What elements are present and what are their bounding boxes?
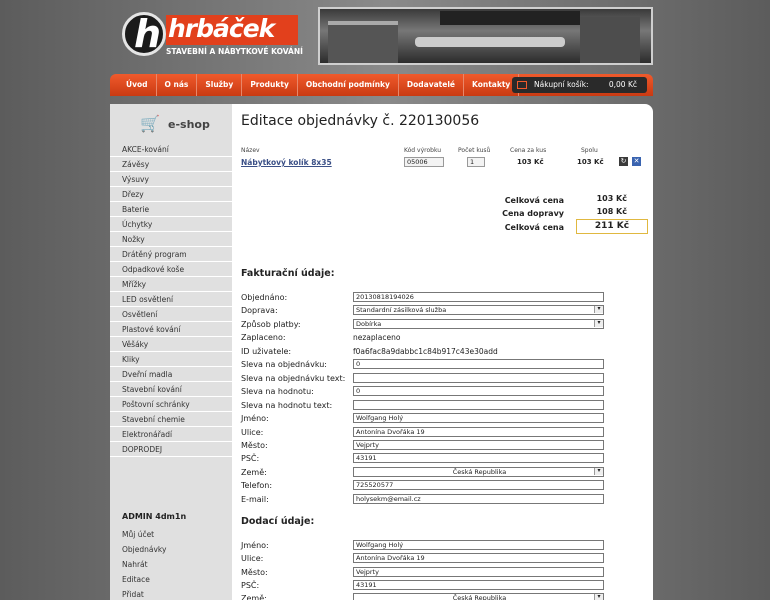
delivery-zip-input[interactable]: 43191 [353, 580, 604, 590]
nav-about[interactable]: O nás [157, 74, 198, 96]
delivery-street-input[interactable]: Antonína Dvořáka 19 [353, 553, 604, 563]
delivery-city-label: Město: [241, 568, 268, 577]
billing-title: Fakturační údaje: [241, 268, 335, 279]
main-content [232, 104, 653, 600]
admin-link-account[interactable]: Můj účet [122, 530, 155, 539]
sidebar [110, 104, 232, 600]
billing-shipping-select[interactable]: Standardní zásilková služba ▾ [353, 305, 604, 315]
billing-payment-label: Způsob platby: [241, 320, 301, 329]
admin-link-upload[interactable]: Nahrát [122, 560, 148, 569]
col-header-qty: Počet kusů [458, 147, 491, 154]
billing-paid-value: nezaplaceno [353, 333, 401, 342]
category-item[interactable]: Mřížky [110, 277, 232, 292]
billing-disc-value-text-label: Sleva na hodnotu text: [241, 401, 333, 410]
billing-country-label: Země: [241, 468, 267, 477]
category-item[interactable]: Baterie [110, 202, 232, 217]
shopping-cart-icon: 🛒 [140, 114, 160, 133]
cart-widget[interactable] [512, 77, 647, 93]
cart-label: Nákupní košík: [534, 80, 589, 89]
brand-name: hrbáček [166, 15, 298, 45]
quantity-input[interactable]: 1 [467, 157, 485, 167]
cart-value: 0,00 Kč [608, 80, 637, 89]
category-item[interactable]: Stavební chemie [110, 412, 232, 427]
product-code-input[interactable]: 05006 [404, 157, 444, 167]
billing-disc-order-text-input[interactable] [353, 373, 604, 383]
category-item[interactable]: Odpadkové koše [110, 262, 232, 277]
col-header-name: Název [241, 147, 260, 154]
billing-name-input[interactable]: Wolfgang Holý [353, 413, 604, 423]
col-header-code: Kód výrobku [404, 147, 442, 154]
billing-zip-label: PSČ: [241, 454, 260, 463]
nav-terms[interactable]: Obchodní podmínky [298, 74, 399, 96]
delivery-street-label: Ulice: [241, 554, 264, 563]
delivery-name-input[interactable]: Wolfgang Holý [353, 540, 604, 550]
category-item[interactable]: Nožky [110, 232, 232, 247]
category-item[interactable]: LED osvětlení [110, 292, 232, 307]
delivery-country-select[interactable]: Česká Republika ▾ [353, 593, 604, 600]
delivery-title: Dodací údaje: [241, 516, 315, 527]
billing-disc-order-text-label: Sleva na objednávku text: [241, 374, 346, 383]
billing-city-input[interactable]: Vejprty [353, 440, 604, 450]
billing-disc-value-input[interactable]: 0 [353, 386, 604, 396]
billing-ordered-label: Objednáno: [241, 293, 288, 302]
order-item-row [232, 156, 653, 170]
billing-disc-order-label: Sleva na objednávku: [241, 360, 327, 369]
category-item[interactable]: Elektronářadí [110, 427, 232, 442]
billing-disc-value-label: Sleva na hodnotu: [241, 387, 314, 396]
delivery-name-label: Jméno: [241, 541, 269, 550]
admin-link-orders[interactable]: Objednávky [122, 545, 167, 554]
eshop-header [110, 104, 232, 142]
billing-shipping-label: Doprava: [241, 306, 278, 315]
col-header-total: Spolu [581, 147, 598, 154]
cart-icon [517, 81, 527, 89]
category-item[interactable]: Věšáky [110, 337, 232, 352]
grand-total-value: 211 Kč [576, 219, 648, 234]
grand-total-label: Celková cena [504, 223, 564, 232]
eshop-label: e-shop [168, 118, 210, 131]
nav-home[interactable]: Úvod [110, 74, 157, 96]
site-logo[interactable] [120, 8, 303, 60]
page-title: Editace objednávky č. 220130056 [241, 113, 480, 129]
billing-phone-label: Telefon: [241, 481, 273, 490]
category-item[interactable]: AKCE-kování [110, 142, 232, 157]
category-item[interactable]: Výsuvy [110, 172, 232, 187]
category-item[interactable]: DOPRODEJ [110, 442, 232, 457]
category-item[interactable]: Dřezy [110, 187, 232, 202]
admin-panel [110, 512, 232, 600]
billing-ordered-input[interactable]: 20130818194026 [353, 292, 604, 302]
category-item[interactable]: Osvětlení [110, 307, 232, 322]
main-nav [110, 74, 653, 96]
billing-uid-label: ID uživatele: [241, 347, 292, 356]
category-item[interactable]: Dveřní madla [110, 367, 232, 382]
nav-services[interactable]: Služby [197, 74, 242, 96]
brand-tagline: STAVEBNÍ A NÁBYTKOVÉ KOVÁNÍ [166, 47, 303, 56]
category-item[interactable]: Závěsy [110, 157, 232, 172]
billing-phone-input[interactable]: 725520577 [353, 480, 604, 490]
billing-email-input[interactable]: holysekm@email.cz [353, 494, 604, 504]
delivery-country-label: Země: [241, 594, 267, 600]
category-item[interactable]: Plastové kování [110, 322, 232, 337]
billing-country-select[interactable]: Česká Republika ▾ [353, 467, 604, 477]
header-banner-image [318, 7, 653, 65]
category-item[interactable]: Poštovní schránky [110, 397, 232, 412]
shipping-label: Cena dopravy [502, 209, 564, 218]
total-label: Celková cena [504, 196, 564, 205]
logo-mark: h [122, 12, 166, 56]
unit-price: 103 Kč [517, 158, 544, 166]
total-value: 103 Kč [596, 194, 627, 203]
billing-payment-select[interactable]: Dobírka ▾ [353, 319, 604, 329]
refresh-icon[interactable]: ↻ [620, 157, 627, 165]
billing-disc-order-input[interactable]: 0 [353, 359, 604, 369]
billing-paid-label: Zaplaceno: [241, 333, 286, 342]
delivery-city-input[interactable]: Vejprty [353, 567, 604, 577]
category-item[interactable]: Stavební kování [110, 382, 232, 397]
nav-products[interactable]: Produkty [242, 74, 298, 96]
category-item[interactable]: Úchytky [110, 217, 232, 232]
admin-link-edit[interactable]: Editace [122, 575, 150, 584]
shipping-value: 108 Kč [596, 207, 627, 216]
billing-street-input[interactable]: Antonína Dvořáka 19 [353, 427, 604, 437]
delivery-zip-label: PSČ: [241, 581, 260, 590]
billing-uid-value: f0a6fac8a9dabbc1c84b917c43e30add [353, 347, 498, 356]
category-item[interactable]: Kliky [110, 352, 232, 367]
admin-link-add[interactable]: Přidat [122, 590, 144, 599]
billing-zip-input[interactable]: 43191 [353, 453, 604, 463]
delete-icon[interactable]: ✕ [633, 157, 640, 165]
line-total: 103 Kč [577, 158, 604, 166]
nav-contacts[interactable]: Kontakty [464, 74, 519, 96]
billing-street-label: Ulice: [241, 428, 264, 437]
admin-title: ADMIN 4dm1n [122, 512, 187, 521]
billing-email-label: E-mail: [241, 495, 269, 504]
category-item[interactable]: Drátěný program [110, 247, 232, 262]
nav-suppliers[interactable]: Dodavatelé [399, 74, 464, 96]
billing-city-label: Město: [241, 441, 268, 450]
billing-name-label: Jméno: [241, 414, 269, 423]
col-header-price: Cena za kus [510, 147, 547, 154]
product-link[interactable]: Nábytkový kolík 8x35 [241, 158, 332, 167]
billing-disc-value-text-input[interactable] [353, 400, 604, 410]
